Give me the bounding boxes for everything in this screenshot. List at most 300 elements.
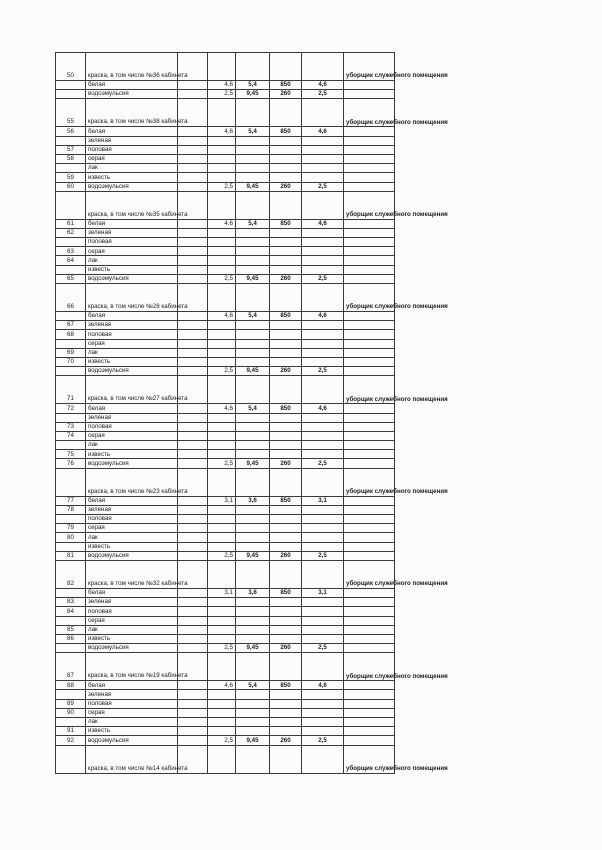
responsible-role-cell [344,441,395,450]
row-number-cell: 83 [56,598,86,607]
table-row [56,357,395,366]
table-row [56,238,395,247]
value-cell: 9,45 [236,644,270,653]
quantity-cell [208,339,236,348]
empty-cell [178,450,208,459]
material-name-cell: лак [86,348,178,357]
row-number-cell [56,468,86,496]
material-name-cell: водоэмульсия [86,736,178,745]
responsible-role-cell [344,219,395,228]
total-cell [302,99,344,127]
total-cell [302,154,344,163]
quantity-cell [208,284,236,312]
price-cell [270,625,302,634]
empty-cell [178,699,208,708]
total-cell: 2,5 [302,459,344,468]
price-cell [270,745,302,773]
row-number-cell: 60 [56,182,86,191]
row-number-cell: 63 [56,247,86,256]
empty-cell [178,598,208,607]
table-row [56,154,395,163]
value-cell: 5,4 [236,81,270,90]
responsible-role-cell [344,542,395,551]
value-cell [236,228,270,237]
total-cell [302,560,344,588]
price-cell [270,247,302,256]
total-cell [302,708,344,717]
row-number-cell [56,542,86,551]
scan-mark [593,440,594,441]
total-cell [302,598,344,607]
quantity-cell [208,690,236,699]
empty-cell [178,524,208,533]
responsible-role-cell [344,357,395,366]
responsible-role-cell [344,616,395,625]
price-cell [270,431,302,440]
row-number-cell: 50 [56,53,86,81]
total-cell [302,634,344,643]
table-row [56,533,395,542]
quantity-cell [208,625,236,634]
row-number-cell: 81 [56,551,86,560]
price-cell [270,284,302,312]
value-cell [236,247,270,256]
quantity-cell: 3,1 [208,496,236,505]
row-number-cell: 67 [56,321,86,330]
row-number-cell: 85 [56,625,86,634]
material-name-cell: зеленая [86,690,178,699]
row-number-cell: 64 [56,256,86,265]
group-header-row [56,376,395,404]
row-number-cell [56,413,86,422]
material-name-cell: известь [86,450,178,459]
table-row [56,644,395,653]
responsible-role-cell [344,708,395,717]
quantity-cell [208,173,236,182]
responsible-role-cell [344,551,395,560]
responsible-role-cell [344,136,395,145]
total-cell [302,256,344,265]
responsible-role-cell [344,330,395,339]
value-cell [236,265,270,274]
value-cell [236,616,270,625]
table-row [56,173,395,182]
row-number-cell: 71 [56,376,86,404]
quantity-cell [208,560,236,588]
empty-cell [178,459,208,468]
value-cell: 5,4 [236,312,270,321]
value-cell [236,468,270,496]
group-header-row [56,653,395,681]
group-header-row [56,99,395,127]
price-cell [270,173,302,182]
quantity-cell [208,515,236,524]
empty-cell [178,228,208,237]
row-number-cell: 68 [56,330,86,339]
row-number-cell: 80 [56,533,86,542]
group-header-row [56,468,395,496]
material-name-cell: лак [86,625,178,634]
total-cell: 2,5 [302,644,344,653]
total-cell: 4,6 [302,219,344,228]
responsible-role-cell [344,274,395,283]
row-number-cell: 84 [56,607,86,616]
total-cell [302,524,344,533]
material-name-cell: серая [86,247,178,256]
table-row [56,607,395,616]
total-cell [302,238,344,247]
quantity-cell [208,265,236,274]
row-number-cell [56,191,86,219]
responsible-role-cell [344,238,395,247]
table-row [56,312,395,321]
material-name-cell: краска, в том числе №28 кабинета [86,284,178,312]
quantity-cell: 3,1 [208,588,236,597]
value-cell [236,607,270,616]
row-number-cell: 86 [56,634,86,643]
value-cell [236,164,270,173]
responsible-role-cell [344,699,395,708]
quantity-cell [208,164,236,173]
total-cell [302,441,344,450]
total-cell [302,431,344,440]
quantity-cell [208,441,236,450]
price-cell: 850 [270,404,302,413]
price-cell: 850 [270,127,302,136]
material-name-cell: половая [86,330,178,339]
empty-cell [178,312,208,321]
table-row [56,81,395,90]
value-cell [236,690,270,699]
table-row [56,598,395,607]
quantity-cell: 4,6 [208,681,236,690]
empty-cell [178,136,208,145]
responsible-role-cell [344,173,395,182]
material-name-cell: лак [86,533,178,542]
empty-cell [178,616,208,625]
empty-cell [178,154,208,163]
empty-cell [178,339,208,348]
table-row [56,219,395,228]
total-cell: 4,6 [302,404,344,413]
empty-cell [178,81,208,90]
materials-table [55,52,448,774]
material-name-cell: известь [86,634,178,643]
total-cell [302,321,344,330]
empty-cell [178,127,208,136]
price-cell: 260 [270,274,302,283]
quantity-cell: 2,5 [208,274,236,283]
empty-cell [178,496,208,505]
empty-cell [178,551,208,560]
table-row [56,515,395,524]
row-number-cell: 72 [56,404,86,413]
responsible-role-cell [344,736,395,745]
value-cell: 5,4 [236,681,270,690]
responsible-role-cell [344,413,395,422]
quantity-cell [208,468,236,496]
value-cell: 9,45 [236,459,270,468]
total-cell: 4,6 [302,681,344,690]
value-cell [236,699,270,708]
value-cell [236,625,270,634]
empty-cell [178,164,208,173]
empty-cell [178,515,208,524]
material-name-cell: зеленая [86,136,178,145]
table-row [56,136,395,145]
material-name-cell: белая [86,219,178,228]
material-name-cell: лак [86,718,178,727]
row-number-cell: 78 [56,505,86,514]
price-cell [270,505,302,514]
empty-cell [178,404,208,413]
price-cell [270,560,302,588]
price-cell [270,468,302,496]
quantity-cell [208,136,236,145]
price-cell [270,542,302,551]
row-number-cell: 92 [56,736,86,745]
table-row [56,505,395,514]
price-cell [270,524,302,533]
table-row [56,496,395,505]
table-row [56,708,395,717]
total-cell: 2,5 [302,182,344,191]
material-name-cell: краска, в том числе №35 кабинета [86,191,178,219]
table-row [56,551,395,560]
value-cell [236,515,270,524]
quantity-cell: 2,5 [208,90,236,99]
table-body [56,53,448,774]
quantity-cell [208,505,236,514]
responsible-role-cell [344,422,395,431]
value-cell: 9,45 [236,736,270,745]
quantity-cell [208,145,236,154]
value-cell [236,191,270,219]
group-header-row [56,191,395,219]
value-cell [236,745,270,773]
price-cell [270,136,302,145]
table-row [56,127,395,136]
value-cell [236,718,270,727]
empty-cell [178,247,208,256]
total-cell [302,607,344,616]
row-number-cell: 77 [56,496,86,505]
responsible-role-cell: уборщик служебного помещения [344,99,395,127]
total-cell [302,625,344,634]
empty-cell [178,321,208,330]
value-cell [236,321,270,330]
price-cell [270,228,302,237]
quantity-cell [208,247,236,256]
value-cell [236,634,270,643]
responsible-role-cell [344,496,395,505]
empty-cell [178,727,208,736]
responsible-role-cell [344,607,395,616]
empty-cell [178,367,208,376]
responsible-role-cell [344,625,395,634]
price-cell: 850 [270,588,302,597]
material-name-cell: половая [86,145,178,154]
table-row [56,145,395,154]
price-cell [270,256,302,265]
material-name-cell: белая [86,496,178,505]
row-number-cell: 82 [56,560,86,588]
empty-cell [178,173,208,182]
row-number-cell [56,588,86,597]
quantity-cell [208,357,236,366]
empty-cell [178,265,208,274]
row-number-cell [56,238,86,247]
price-cell [270,653,302,681]
price-cell: 850 [270,496,302,505]
row-number-cell [56,745,86,773]
material-name-cell: краска, в том числе №19 кабинета [86,653,178,681]
empty-cell [178,634,208,643]
material-name-cell: водоэмульсия [86,182,178,191]
quantity-cell [208,154,236,163]
quantity-cell [208,634,236,643]
responsible-role-cell [344,718,395,727]
material-name-cell: зеленая [86,505,178,514]
price-cell [270,450,302,459]
total-cell [302,505,344,514]
value-cell: 9,45 [236,551,270,560]
quantity-cell: 4,6 [208,219,236,228]
table-row [56,413,395,422]
responsible-role-cell [344,81,395,90]
value-cell [236,238,270,247]
empty-cell [178,422,208,431]
total-cell: 4,6 [302,127,344,136]
material-name-cell: серая [86,431,178,440]
total-cell [302,533,344,542]
empty-cell [178,357,208,366]
table-row [56,265,395,274]
material-name-cell: краска, в том числе №14 кабинета [86,745,178,773]
responsible-role-cell [344,367,395,376]
quantity-cell [208,718,236,727]
responsible-role-cell: уборщик служебного помещения [344,560,395,588]
row-number-cell: 88 [56,681,86,690]
table-row [56,441,395,450]
value-cell [236,348,270,357]
row-number-cell [56,90,86,99]
responsible-role-cell [344,164,395,173]
row-number-cell: 61 [56,219,86,228]
price-cell [270,413,302,422]
table-row [56,616,395,625]
total-cell: 4,6 [302,81,344,90]
empty-cell [178,274,208,283]
value-cell [236,53,270,81]
responsible-role-cell [344,265,395,274]
total-cell [302,515,344,524]
responsible-role-cell: уборщик служебного помещения [344,376,395,404]
price-cell [270,708,302,717]
empty-cell [178,238,208,247]
row-number-cell: 75 [56,450,86,459]
total-cell [302,136,344,145]
total-cell [302,173,344,182]
price-cell [270,238,302,247]
value-cell: 9,45 [236,182,270,191]
price-cell: 260 [270,367,302,376]
empty-cell [178,256,208,265]
empty-cell [178,219,208,228]
responsible-role-cell: уборщик служебного помещения [344,53,395,81]
total-cell [302,191,344,219]
total-cell [302,542,344,551]
row-number-cell: 70 [56,357,86,366]
price-cell: 260 [270,90,302,99]
row-number-cell: 89 [56,699,86,708]
empty-cell [178,413,208,422]
quantity-cell: 2,5 [208,182,236,191]
quantity-cell [208,533,236,542]
total-cell [302,376,344,404]
value-cell [236,524,270,533]
empty-cell [178,90,208,99]
price-cell [270,99,302,127]
responsible-role-cell: уборщик служебного помещения [344,745,395,773]
responsible-role-cell: уборщик служебного помещения [344,468,395,496]
quantity-cell [208,321,236,330]
responsible-role-cell [344,431,395,440]
responsible-role-cell: уборщик служебного помещения [344,653,395,681]
value-cell: 3,6 [236,588,270,597]
value-cell [236,653,270,681]
total-cell [302,413,344,422]
responsible-role-cell [344,312,395,321]
row-number-cell [56,136,86,145]
material-name-cell: известь [86,542,178,551]
material-name-cell: зеленая [86,321,178,330]
value-cell: 9,45 [236,274,270,283]
price-cell [270,699,302,708]
material-name-cell: лак [86,164,178,173]
row-number-cell: 73 [56,422,86,431]
total-cell [302,357,344,366]
material-name-cell: серая [86,524,178,533]
quantity-cell: 2,5 [208,644,236,653]
responsible-role-cell [344,681,395,690]
price-cell [270,718,302,727]
material-name-cell: белая [86,127,178,136]
responsible-role-cell [344,505,395,514]
row-number-cell: 74 [56,431,86,440]
row-number-cell [56,164,86,173]
row-number-cell [56,367,86,376]
quantity-cell: 4,6 [208,312,236,321]
price-cell [270,53,302,81]
total-cell: 3,1 [302,496,344,505]
quantity-cell: 4,6 [208,404,236,413]
quantity-cell: 2,5 [208,736,236,745]
responsible-role-cell [344,533,395,542]
empty-cell [178,625,208,634]
price-cell [270,598,302,607]
material-name-cell: половая [86,699,178,708]
total-cell: 2,5 [302,736,344,745]
empty-cell [178,441,208,450]
quantity-cell: 2,5 [208,459,236,468]
value-cell [236,154,270,163]
row-number-cell: 59 [56,173,86,182]
empty-cell [178,505,208,514]
value-cell [236,284,270,312]
value-cell: 3,6 [236,496,270,505]
value-cell [236,357,270,366]
